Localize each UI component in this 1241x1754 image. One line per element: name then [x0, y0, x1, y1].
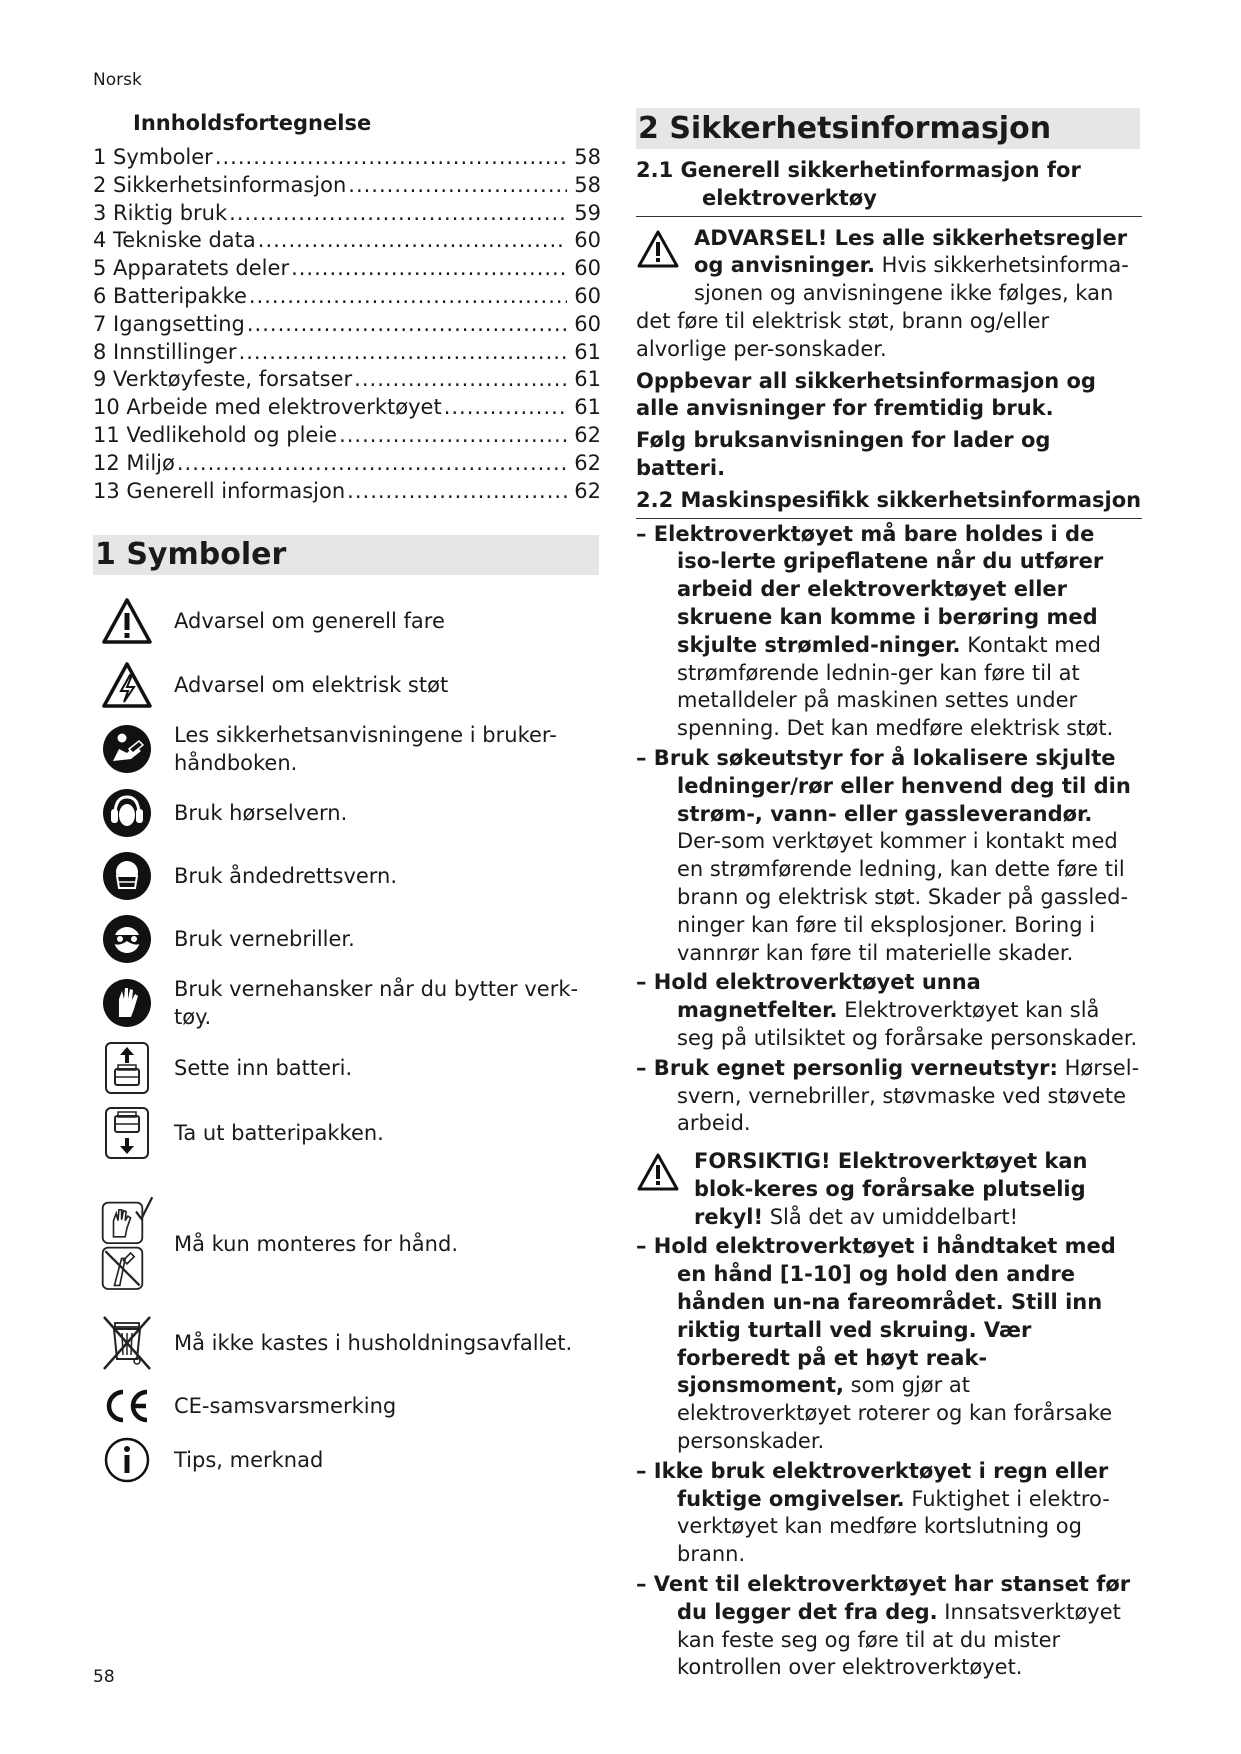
subheading-line2: elektroverktøy	[702, 185, 877, 210]
toc-item-page: 61	[574, 395, 601, 420]
symbol-text: Bruk åndedrettsvern.	[174, 864, 398, 889]
warning-text: Hvis sikkerhetsinforma-sjonen og anvisningene ikke følges, kan det føre til elektrisk støt, brann og/eller alvorlige per-sonskader.	[636, 253, 1129, 361]
symbol-row	[93, 785, 601, 841]
warning-triangle-icon	[636, 229, 680, 281]
hand-mount-only-icon	[100, 1190, 154, 1298]
follow-manual-text: Følg bruksanvisningen for lader og batteri.	[636, 428, 1051, 480]
item-bold: – Bruk søkeutstyr for å lokalisere skjulte ledninger/rør eller henvend deg til din strøm-, vann- eller gassleverandør.	[636, 745, 1131, 826]
toc-item-label: 3 Riktig bruk	[93, 200, 228, 225]
toc-item-page: 60	[574, 311, 601, 336]
toc-item-label: 7 Igangsetting	[93, 311, 245, 336]
toc-item-label: 2 Sikkerhetsinformasjon	[93, 172, 347, 197]
symbol-text: Bruk vernehansker når du bytter verk- tøy.	[174, 977, 579, 1030]
symbol-text: Må kun monteres for hånd.	[174, 1232, 458, 1257]
symbol-text: Les sikkerhetsanvisningene i bruker- håndboken.	[174, 723, 557, 776]
toc-item-page: 62	[574, 450, 601, 475]
symbol-text: Sette inn batteri.	[174, 1056, 353, 1081]
keep-info-text: Oppbevar all sikkerhetsinformasjon og alle anvisninger for fremtidig bruk.	[636, 368, 1096, 421]
symbol-row	[93, 656, 601, 713]
read-manual-icon	[100, 722, 154, 776]
item-bold: – Ikke bruk elektroverktøyet i regn eller fuktige omgivelser.	[636, 1458, 1109, 1511]
item-text: som gjør at elektroverktøyet roterer og kan forårsake personskader.	[677, 1373, 1113, 1454]
item-bold: – Vent til elektroverktøyet har stanset før du legger det fra deg.	[636, 1572, 1131, 1624]
toc-item-page: 62	[574, 478, 601, 503]
symbol-row	[93, 975, 601, 1031]
toc-item-page: 61	[574, 339, 601, 364]
symbol-text: Tips, merknad	[174, 1448, 324, 1473]
toc-leader-dots	[354, 366, 567, 394]
toc-item	[93, 227, 601, 255]
toc-leader-dots	[348, 172, 567, 200]
item-text: Elektroverktøyet kan slå seg på utilsiktet og forårsake personskader.	[677, 998, 1138, 1050]
toc-item-label: 13 Generell informasjon	[93, 478, 346, 503]
item-bold: – Hold elektroverktøyet unna magnetfelter.	[636, 970, 981, 1023]
header-language: Norsk	[93, 70, 142, 90]
toc-item-page: 60	[574, 228, 601, 253]
symbol-text: Ta ut batteripakken.	[174, 1121, 384, 1146]
toc-leader-dots	[339, 422, 567, 450]
item-text: Innsatsverktøyet kan feste seg og føre til at du mister kontrollen over elektroverktøyet.	[677, 1599, 1121, 1680]
toc-leader-dots	[291, 255, 567, 283]
symbols-heading: 1 Symboler	[93, 535, 599, 575]
toc-leader-dots	[215, 144, 567, 172]
insert-battery-icon	[100, 1041, 154, 1095]
toc-item-label: 10 Arbeide med elektroverktøyet	[93, 395, 442, 420]
toc-item	[93, 422, 601, 450]
toc-item-label: 4 Tekniske data	[93, 228, 256, 253]
item-bold: – Hold elektroverktøyet i håndtaket med en hånd [1-10] og hold den andre hånden un-na fareområdet. Still inn riktig turtall ved skruing. Vær forberedt på et høyt reak-sjonsmoment,	[636, 1234, 1116, 1398]
caution-bold-text: FORSIKTIG! Elektroverktøyet kan blok-keres og forårsake plutselig rekyl!	[694, 1149, 1088, 1229]
warning-block	[636, 225, 1142, 364]
toc-item-page: 58	[574, 172, 601, 197]
symbol-text: Bruk hørselvern.	[174, 801, 348, 826]
item-text: Fuktighet i elektro-verktøyet kan medføre kortslutning og brann.	[677, 1486, 1110, 1567]
symbol-text: Advarsel om elektrisk støt	[174, 672, 449, 697]
left-column	[93, 106, 601, 1486]
toc-leader-dots	[239, 339, 567, 367]
machine-safety-subheading: 2.2 Maskinspesifikk sikkerhetsinformasjon	[636, 487, 1142, 519]
toc-item-page: 62	[574, 422, 601, 447]
toc-leader-dots	[258, 227, 567, 255]
toc-item	[93, 450, 601, 478]
toc-item	[93, 255, 601, 283]
toc-item-page: 59	[574, 200, 601, 225]
toc-item	[93, 172, 601, 200]
symbols-list	[93, 592, 601, 1486]
symbol-text: Må ikke kastes i husholdningsavfallet.	[174, 1331, 573, 1356]
toc-item-page: 60	[574, 256, 601, 281]
toc-item-label: 9 Verktøyfeste, forsatser	[93, 367, 353, 392]
toc-leader-dots	[247, 311, 567, 339]
page-number: 58	[93, 1667, 115, 1687]
symbol-text: Advarsel om generell fare	[174, 608, 445, 633]
symbol-row	[93, 1434, 601, 1486]
list-item	[636, 1458, 1142, 1569]
item-text: Hørsel-svern, vernebriller, støvmaske ved støvete arbeid.	[677, 1055, 1140, 1136]
toc-item	[93, 311, 601, 339]
symbol-text: CE-samsvarsmerking	[174, 1394, 397, 1419]
symbol-row	[93, 1384, 601, 1428]
toc-leader-dots	[347, 478, 567, 506]
toc-item-label: 6 Batteripakke	[93, 283, 247, 308]
ear-protection-icon	[100, 786, 154, 840]
symbol-row	[93, 1189, 601, 1299]
toc-item	[93, 366, 601, 394]
symbol-row	[93, 1040, 601, 1096]
list-item	[636, 1571, 1142, 1682]
toc-item	[93, 144, 601, 172]
ce-mark-icon	[100, 1384, 154, 1428]
list-item	[636, 969, 1142, 1052]
right-column	[636, 108, 1142, 1682]
toc-item-page: 58	[574, 145, 601, 169]
general-safety-subheading	[636, 157, 1142, 217]
warning-bold-text: ADVARSEL! Les alle sikkerhetsregler og anvisninger.	[694, 225, 1128, 278]
remove-battery-icon	[100, 1106, 154, 1160]
symbol-row	[93, 721, 601, 777]
table-of-contents	[93, 144, 601, 505]
toc-item-page: 60	[574, 283, 601, 308]
caution-text: Slå det av umiddelbart!	[763, 1204, 1019, 1229]
safety-heading: 2 Sikkerhetsinformasjon	[636, 108, 1140, 149]
toc-item-label: 11 Vedlikehold og pleie	[93, 422, 338, 447]
symbol-row	[93, 848, 601, 904]
crossed-bin-icon	[100, 1312, 154, 1374]
toc-item-page: 61	[574, 367, 601, 392]
toc-item	[93, 394, 601, 422]
list-item	[636, 521, 1142, 743]
toc-leader-dots	[229, 200, 567, 228]
symbol-text: Bruk vernebriller.	[174, 927, 355, 952]
subheading-line1: 2.1 Generell sikkerhetinformasjon for	[636, 158, 1081, 182]
item-text: Kontakt med strømførende lednin-ger kan føre til at metalldeler på maskinen settes under spenning. Det kan medføre elektrisk støt.	[677, 632, 1114, 741]
symbol-row	[93, 911, 601, 967]
toc-item	[93, 478, 601, 506]
item-bold: – Bruk egnet personlig verneutstyr:	[636, 1055, 1058, 1080]
toc-item	[93, 339, 601, 367]
toc-item-label: 12 Miljø	[93, 450, 175, 475]
symbol-row	[93, 592, 601, 649]
list-item	[636, 1055, 1142, 1138]
respiratory-protection-icon	[100, 849, 154, 903]
list-item	[636, 745, 1142, 967]
toc-item	[93, 283, 601, 311]
safety-items-a	[636, 521, 1142, 1139]
toc-leader-dots	[249, 283, 567, 311]
caution-block	[636, 1148, 1142, 1231]
toc-item-label: 1 Symboler	[93, 145, 213, 169]
item-text: Der-som verktøyet kommer i kontakt med en strømførende ledning, kan dette føre til brann og elektrisk støt. Skader på gassled-ninger kan føre til eksplosjoner. Boring i vannrør kan føre til materielle skader.	[677, 829, 1129, 965]
toc-leader-dots	[444, 394, 567, 422]
symbol-row	[93, 1105, 601, 1161]
safety-items-b	[636, 1233, 1142, 1682]
toc-item-label: 8 Innstillinger	[93, 339, 237, 364]
toc-leader-dots	[177, 450, 567, 478]
electric-shock-warning-icon	[100, 658, 154, 712]
safety-goggles-icon	[100, 912, 154, 966]
toc-title: Innholdsfortegnelse	[133, 111, 372, 135]
general-danger-warning-icon	[100, 594, 154, 648]
list-item	[636, 1233, 1142, 1455]
info-icon	[100, 1434, 154, 1486]
caution-triangle-icon	[636, 1152, 680, 1204]
symbol-row	[93, 1312, 601, 1374]
item-bold: – Elektroverktøyet må bare holdes i de iso-lerte gripeflatene når du utfører arbeid der elektroverktøyet eller skruene kan komme i berøring med skjulte strømled-ninger.	[636, 521, 1104, 657]
protective-gloves-icon	[100, 976, 154, 1030]
toc-item	[93, 200, 601, 228]
toc-item-label: 5 Apparatets deler	[93, 256, 290, 281]
